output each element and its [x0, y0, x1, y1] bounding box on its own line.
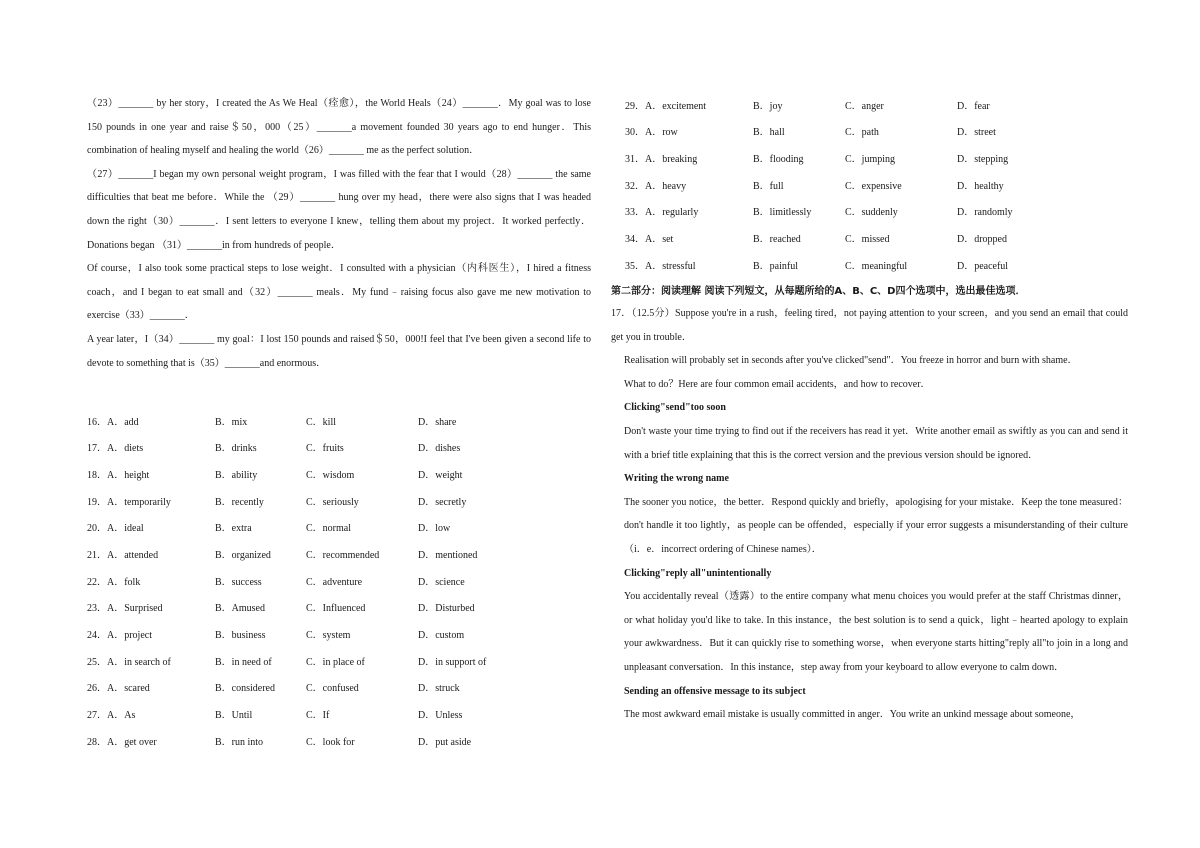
option-text: C．normal — [306, 523, 351, 535]
options-table-16-28 — [87, 407, 486, 753]
option-text: D．healthy — [957, 180, 1004, 192]
section-heading-send-too-soon: Clicking"send"too soon — [624, 402, 726, 414]
option-d — [418, 460, 486, 487]
question-number: 27． — [87, 709, 107, 721]
question-17-text: 17．（12.5分）Suppose you're in a rush，feeling tired，not paying attention to your screen，and you send an email that could get you in trouble． — [611, 308, 1128, 343]
option-row — [87, 700, 486, 727]
option-text: A．get over — [107, 736, 157, 748]
option-b — [215, 540, 306, 567]
option-a — [87, 407, 215, 434]
option-b — [753, 171, 845, 198]
passage-paragraph: The sooner you notice，the better．Respond quickly and briefly，apologising for your mistake．Keep the tone measured：don't handle it too lightly，as people can be offended，especially if your error suggests a misunderstanding of their culture（i．e．incorrect ordering of Chinese names）． — [624, 496, 1128, 555]
option-c — [306, 673, 418, 700]
option-text: D．Disturbed — [418, 603, 475, 615]
option-text: C．in place of — [306, 656, 365, 668]
option-a — [87, 593, 215, 620]
option-text: D．peaceful — [957, 260, 1009, 272]
option-text: D．low — [418, 523, 451, 535]
option-a — [625, 198, 753, 225]
option-d — [418, 700, 486, 727]
question-number: 30． — [625, 127, 645, 139]
option-text: A．temporarily — [107, 496, 171, 508]
passage-paragraph: What to do？Here are four common email accidents，and how to recover． — [624, 378, 931, 390]
option-text: A．Surprised — [107, 603, 163, 615]
option-row — [87, 647, 486, 674]
option-text: B．in need of — [215, 656, 272, 668]
passage-paragraph: Realisation will probably set in seconds after you've clicked"send"．You freeze in horror and burn with shame． — [624, 355, 1078, 367]
option-text: C．anger — [845, 100, 884, 112]
option-text: B．full — [753, 180, 784, 192]
option-c — [306, 540, 418, 567]
option-text: A．add — [107, 416, 139, 428]
option-a — [87, 487, 215, 514]
option-text: B．success — [215, 576, 262, 588]
option-d — [957, 224, 1013, 251]
option-d — [418, 434, 486, 461]
option-d — [957, 171, 1013, 198]
option-d — [418, 673, 486, 700]
question-number: 17． — [87, 443, 107, 455]
option-b — [753, 251, 845, 278]
option-d — [418, 514, 486, 541]
option-b — [215, 620, 306, 647]
option-text: B．ability — [215, 470, 258, 482]
option-c — [306, 700, 418, 727]
section-heading-offensive-message: Sending an offensive message to its subject — [624, 685, 806, 697]
option-text: D．science — [418, 576, 465, 588]
option-row — [87, 673, 486, 700]
passage-paragraph: Don't waste your time trying to find out if the receivers has read it yet．Write another email as swiftly as you can and send it with a brief title explaining that this is the correct version and the previous version should be ignored． — [624, 425, 1128, 461]
option-text: C．look for — [306, 736, 355, 748]
option-row — [87, 567, 486, 594]
option-text: B．Amused — [215, 603, 265, 615]
option-a — [625, 224, 753, 251]
passage-paragraph: You accidentally reveal（透露）to the entire company what menu choices you would prefer at the staff Christmas dinner，or what holiday you'd like to take. In this instance，the best solution is to send a quick，light﹣hearted apology to explain your awkwardness．But it can quickly rise to something worse，when everyone starts hitting"reply all"to join in a long and unpleasant conversation．In this instance，step away from your keyboard to allow everyone to calm down． — [624, 591, 1128, 673]
option-text: A．folk — [107, 576, 141, 588]
question-number: 35． — [625, 260, 645, 272]
cloze-paragraph-4: A year later，I（34）_______ my goal：I lost 150 pounds and raised＄50，000!I feel that I've been given a second life to devote to something that is（35）_______and enormous． — [87, 333, 591, 369]
option-d — [418, 620, 486, 647]
option-b — [215, 700, 306, 727]
option-a — [625, 118, 753, 145]
option-row — [625, 171, 1013, 198]
option-c — [306, 567, 418, 594]
option-a — [87, 434, 215, 461]
question-number: 25． — [87, 656, 107, 668]
option-text: C．Influenced — [306, 603, 366, 615]
option-c — [306, 460, 418, 487]
option-text: A．height — [107, 470, 150, 482]
option-c — [306, 647, 418, 674]
option-text: C．If — [306, 709, 330, 721]
option-b — [215, 593, 306, 620]
question-number: 20． — [87, 523, 107, 535]
option-d — [418, 593, 486, 620]
option-a — [87, 620, 215, 647]
option-text: D．secretly — [418, 496, 467, 508]
option-b — [215, 647, 306, 674]
option-d — [418, 647, 486, 674]
option-text: B．painful — [753, 260, 798, 272]
cloze-paragraph-3: Of course，I also took some practical steps to lose weight．I consulted with a physician（内科医生），I hired a fitness coach，and I began to eat small and（32）_______ meals．My fund﹣raising focus also gave me new motivation to exercise（33）_______． — [87, 263, 591, 322]
option-text: B．joy — [753, 100, 783, 112]
option-text: D．stepping — [957, 154, 1009, 166]
cloze-paragraph-1: （23）_______ by her story，I created the As We Heal（痊愈），the World Heals（24）_______．My goal was to lose 150 pounds in one year and raise＄50，000（25）_______a movement founded 30 years ago to end hunger．This combination of healing myself and healing the world（26）_______ me as the perfect solution． — [87, 98, 591, 157]
option-c — [845, 251, 957, 278]
option-text: A．attended — [107, 550, 159, 562]
option-b — [753, 91, 845, 118]
question-number: 18． — [87, 470, 107, 482]
option-text: A．regularly — [645, 207, 699, 219]
option-text: C．suddenly — [845, 207, 898, 219]
option-row — [625, 91, 1013, 118]
option-a — [87, 540, 215, 567]
option-c — [845, 118, 957, 145]
option-c — [306, 593, 418, 620]
option-text: D．weight — [418, 470, 463, 482]
option-text: B．business — [215, 629, 266, 641]
option-text: D．randomly — [957, 207, 1013, 219]
option-text: A．diets — [107, 443, 144, 455]
option-text: A．As — [107, 709, 136, 721]
option-text: C．adventure — [306, 576, 363, 588]
option-text: C．kill — [306, 416, 337, 428]
section-heading-reply-all: Clicking"reply all"unintentionally — [624, 567, 772, 579]
option-text: B．considered — [215, 683, 275, 695]
option-b — [753, 198, 845, 225]
option-text: B．extra — [215, 523, 252, 535]
option-text: C．fruits — [306, 443, 344, 455]
question-number: 28． — [87, 736, 107, 748]
option-text: C．missed — [845, 234, 890, 246]
option-text: B．limitlessly — [753, 207, 812, 219]
option-text: D．struck — [418, 683, 460, 695]
part2-header: 第二部分：阅读理解 阅读下列短文，从每题所给的A、B、C、D四个选项中，选出最佳选项． — [611, 286, 1026, 297]
option-c — [845, 144, 957, 171]
option-text: D．in support of — [418, 656, 487, 668]
option-text: A．breaking — [645, 154, 698, 166]
reading-passage — [611, 302, 1128, 727]
option-d — [418, 540, 486, 567]
question-number: 31． — [625, 154, 645, 166]
option-text: C．system — [306, 629, 351, 641]
option-c — [306, 514, 418, 541]
option-d — [957, 118, 1013, 145]
option-b — [215, 567, 306, 594]
question-number: 19． — [87, 496, 107, 508]
option-a — [87, 673, 215, 700]
option-text: B．organized — [215, 550, 271, 562]
option-row — [87, 407, 486, 434]
option-text: B．recently — [215, 496, 264, 508]
option-row — [625, 118, 1013, 145]
option-d — [418, 567, 486, 594]
option-row — [87, 540, 486, 567]
option-text: A．ideal — [107, 523, 144, 535]
option-text: B．mix — [215, 416, 248, 428]
option-b — [215, 673, 306, 700]
option-text: B．reached — [753, 234, 801, 246]
option-b — [215, 487, 306, 514]
option-text: A．in search of — [107, 656, 171, 668]
option-b — [753, 118, 845, 145]
option-text: D．custom — [418, 629, 465, 641]
option-a — [87, 460, 215, 487]
question-number: 21． — [87, 550, 107, 562]
option-c — [845, 91, 957, 118]
option-c — [306, 407, 418, 434]
question-number: 34． — [625, 234, 645, 246]
option-a — [625, 91, 753, 118]
option-c — [306, 434, 418, 461]
option-row — [87, 620, 486, 647]
option-a — [625, 144, 753, 171]
option-b — [215, 514, 306, 541]
option-b — [753, 144, 845, 171]
option-text: D．dishes — [418, 443, 461, 455]
option-b — [215, 727, 306, 754]
option-text: D．dropped — [957, 234, 1007, 246]
option-b — [215, 460, 306, 487]
option-row — [87, 593, 486, 620]
option-c — [845, 224, 957, 251]
option-text: C．path — [845, 127, 879, 139]
question-number: 29． — [625, 100, 645, 112]
option-text: A．scared — [107, 683, 150, 695]
option-text: D．put aside — [418, 736, 472, 748]
option-text: B．Until — [215, 709, 253, 721]
option-text: C．recommended — [306, 550, 380, 562]
option-c — [845, 198, 957, 225]
option-d — [957, 251, 1013, 278]
option-text: A．set — [645, 234, 674, 246]
section-heading-wrong-name: Writing the wrong name — [624, 473, 729, 485]
option-b — [215, 434, 306, 461]
option-row — [625, 144, 1013, 171]
option-text: D．fear — [957, 100, 990, 112]
option-row — [625, 251, 1013, 278]
option-a — [87, 727, 215, 754]
option-row — [87, 434, 486, 461]
option-a — [87, 514, 215, 541]
option-text: C．meaningful — [845, 260, 908, 272]
option-text: A．excitement — [645, 100, 707, 112]
question-number: 33． — [625, 207, 645, 219]
question-number: 26． — [87, 683, 107, 695]
option-text: B．run into — [215, 736, 264, 748]
option-text: D．street — [957, 127, 996, 139]
option-text: C．jumping — [845, 154, 896, 166]
option-c — [306, 620, 418, 647]
option-text: A．heavy — [645, 180, 687, 192]
question-number: 24． — [87, 629, 107, 641]
cloze-paragraph-2: （27）_______I began my own personal weight program，I was filled with the fear that I would（28）_______ the same difficulties that beat me before．While the （29）_______ hung over my head，there were also signs that I was headed down the right（30）_______．I sent letters to everyone I knew，telling them about my project．It worked perfectly．Donations began （31）_______in from hundreds of people． — [87, 168, 591, 251]
option-text: A．row — [645, 127, 678, 139]
option-text: C．wisdom — [306, 470, 355, 482]
left-column — [87, 92, 591, 375]
option-text: D．Unless — [418, 709, 463, 721]
option-a — [87, 647, 215, 674]
option-a — [87, 567, 215, 594]
option-d — [418, 727, 486, 754]
option-a — [87, 700, 215, 727]
option-row — [625, 198, 1013, 225]
option-row — [87, 727, 486, 754]
option-b — [753, 224, 845, 251]
option-c — [306, 487, 418, 514]
option-row — [87, 460, 486, 487]
option-d — [418, 407, 486, 434]
option-text: A．project — [107, 629, 152, 641]
option-text: C．expensive — [845, 180, 902, 192]
option-row — [87, 487, 486, 514]
option-text: C．seriously — [306, 496, 359, 508]
options-table-29-35 — [625, 91, 1013, 277]
option-text: A．stressful — [645, 260, 696, 272]
option-d — [957, 144, 1013, 171]
question-number: 23． — [87, 603, 107, 615]
option-b — [215, 407, 306, 434]
option-d — [957, 91, 1013, 118]
option-a — [625, 171, 753, 198]
option-text: C．confused — [306, 683, 359, 695]
option-d — [418, 487, 486, 514]
question-number: 16． — [87, 416, 107, 428]
option-c — [845, 171, 957, 198]
option-text: B．drinks — [215, 443, 257, 455]
option-c — [306, 727, 418, 754]
option-row — [87, 514, 486, 541]
option-text: D．mentioned — [418, 550, 478, 562]
option-a — [625, 251, 753, 278]
option-text: D．share — [418, 416, 457, 428]
passage-paragraph: The most awkward email mistake is usually committed in anger．You write an unkind message about someone， — [624, 709, 1081, 721]
option-row — [625, 224, 1013, 251]
question-number: 32． — [625, 180, 645, 192]
option-d — [957, 198, 1013, 225]
option-text: B．flooding — [753, 154, 804, 166]
option-text: B．hall — [753, 127, 785, 139]
question-17-intro — [611, 302, 1128, 349]
question-number: 22． — [87, 576, 107, 588]
